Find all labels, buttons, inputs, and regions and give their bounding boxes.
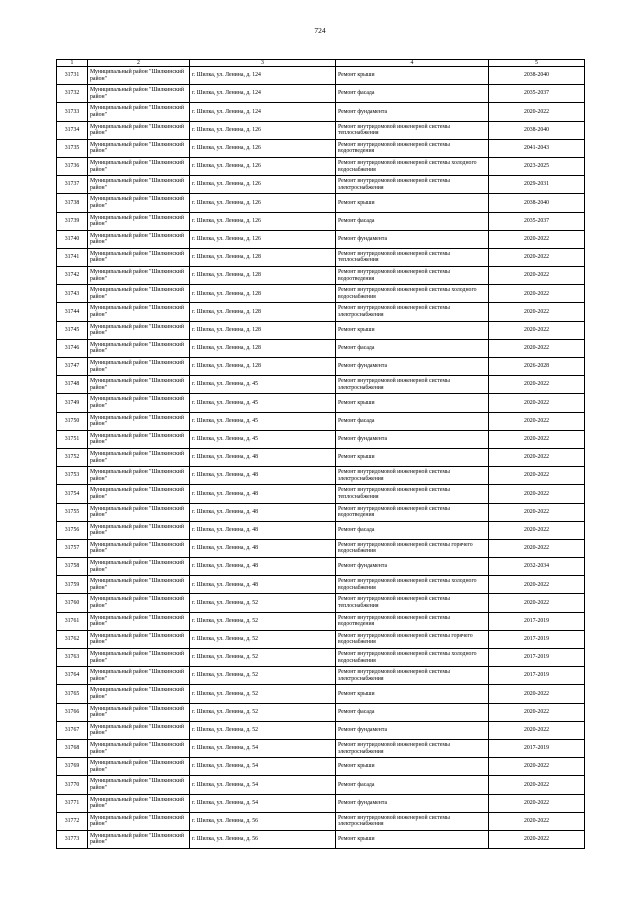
period-cell: 2020-2022 bbox=[489, 267, 585, 285]
row-number-cell: 31746 bbox=[57, 339, 88, 357]
period-cell: 2038-2040 bbox=[489, 121, 585, 139]
work-type-cell: Ремонт фундамента bbox=[336, 103, 489, 121]
period-cell: 2020-2022 bbox=[489, 412, 585, 430]
municipality-cell: Муниципальный район "Шилкинский район" bbox=[88, 794, 190, 812]
row-number-cell: 31736 bbox=[57, 157, 88, 175]
table-row bbox=[57, 376, 585, 394]
period-cell: 2035-2037 bbox=[489, 85, 585, 103]
work-type-cell: Ремонт фасада bbox=[336, 85, 489, 103]
period-cell: 2020-2022 bbox=[489, 394, 585, 412]
row-number-cell: 31747 bbox=[57, 358, 88, 376]
work-type-cell: Ремонт фасада bbox=[336, 339, 489, 357]
repair-schedule-table bbox=[56, 59, 585, 849]
work-type-cell: Ремонт внутридомовой инженерной системы теплоснабжения bbox=[336, 121, 489, 139]
municipality-cell: Муниципальный район "Шилкинский район" bbox=[88, 758, 190, 776]
period-cell: 2017-2019 bbox=[489, 649, 585, 667]
table-row bbox=[57, 448, 585, 466]
period-cell: 2020-2022 bbox=[489, 448, 585, 466]
work-type-cell: Ремонт крыши bbox=[336, 67, 489, 85]
period-cell: 2020-2022 bbox=[489, 430, 585, 448]
row-number-cell: 31737 bbox=[57, 176, 88, 194]
row-number-cell: 31769 bbox=[57, 758, 88, 776]
row-number-cell: 31761 bbox=[57, 612, 88, 630]
period-cell: 2020-2022 bbox=[489, 812, 585, 830]
work-type-cell: Ремонт внутридомовой инженерной системы теплоснабжения bbox=[336, 594, 489, 612]
table-row bbox=[57, 685, 585, 703]
period-cell: 2032-2034 bbox=[489, 558, 585, 576]
row-number-cell: 31731 bbox=[57, 67, 88, 85]
row-number-cell: 31758 bbox=[57, 558, 88, 576]
table-row bbox=[57, 157, 585, 175]
table-row bbox=[57, 303, 585, 321]
address-cell: г. Шилка, ул. Ленина, д. 128 bbox=[190, 267, 336, 285]
municipality-cell: Муниципальный район "Шилкинский район" bbox=[88, 248, 190, 266]
municipality-cell: Муниципальный район "Шилкинский район" bbox=[88, 576, 190, 594]
table-row bbox=[57, 612, 585, 630]
municipality-cell: Муниципальный район "Шилкинский район" bbox=[88, 594, 190, 612]
municipality-cell: Муниципальный район "Шилкинский район" bbox=[88, 503, 190, 521]
work-type-cell: Ремонт крыши bbox=[336, 758, 489, 776]
table-row bbox=[57, 630, 585, 648]
table-row bbox=[57, 739, 585, 757]
row-number-cell: 31738 bbox=[57, 194, 88, 212]
municipality-cell: Муниципальный район "Шилкинский район" bbox=[88, 121, 190, 139]
municipality-cell: Муниципальный район "Шилкинский район" bbox=[88, 339, 190, 357]
address-cell: г. Шилка, ул. Ленина, д. 52 bbox=[190, 721, 336, 739]
address-cell: г. Шилка, ул. Ленина, д. 126 bbox=[190, 212, 336, 230]
table-row bbox=[57, 339, 585, 357]
period-cell: 2020-2022 bbox=[489, 794, 585, 812]
table-row bbox=[57, 85, 585, 103]
row-number-cell: 31755 bbox=[57, 503, 88, 521]
address-cell: г. Шилка, ул. Ленина, д. 126 bbox=[190, 194, 336, 212]
row-number-cell: 31757 bbox=[57, 539, 88, 557]
work-type-cell: Ремонт фундамента bbox=[336, 558, 489, 576]
work-type-cell: Ремонт внутридомовой инженерной системы водоотведения bbox=[336, 139, 489, 157]
period-cell: 2017-2019 bbox=[489, 612, 585, 630]
table-row bbox=[57, 576, 585, 594]
period-cell: 2020-2022 bbox=[489, 376, 585, 394]
municipality-cell: Муниципальный район "Шилкинский район" bbox=[88, 376, 190, 394]
row-number-cell: 31750 bbox=[57, 412, 88, 430]
address-cell: г. Шилка, ул. Ленина, д. 52 bbox=[190, 685, 336, 703]
period-cell: 2041-2043 bbox=[489, 139, 585, 157]
municipality-cell: Муниципальный район "Шилкинский район" bbox=[88, 176, 190, 194]
municipality-cell: Муниципальный район "Шилкинский район" bbox=[88, 103, 190, 121]
work-type-cell: Ремонт фундамента bbox=[336, 230, 489, 248]
municipality-cell: Муниципальный район "Шилкинский район" bbox=[88, 267, 190, 285]
address-cell: г. Шилка, ул. Ленина, д. 48 bbox=[190, 558, 336, 576]
work-type-cell: Ремонт фундамента bbox=[336, 794, 489, 812]
work-type-cell: Ремонт внутридомовой инженерной системы холодного водоснабжения bbox=[336, 157, 489, 175]
row-number-cell: 31732 bbox=[57, 85, 88, 103]
table-row bbox=[57, 212, 585, 230]
table-row bbox=[57, 812, 585, 830]
work-type-cell: Ремонт крыши bbox=[336, 194, 489, 212]
work-type-cell: Ремонт крыши bbox=[336, 685, 489, 703]
row-number-cell: 31735 bbox=[57, 139, 88, 157]
table-row bbox=[57, 103, 585, 121]
address-cell: г. Шилка, ул. Ленина, д. 56 bbox=[190, 812, 336, 830]
table-row bbox=[57, 121, 585, 139]
address-cell: г. Шилка, ул. Ленина, д. 48 bbox=[190, 539, 336, 557]
address-cell: г. Шилка, ул. Ленина, д. 45 bbox=[190, 430, 336, 448]
address-cell: г. Шилка, ул. Ленина, д. 54 bbox=[190, 776, 336, 794]
period-cell: 2020-2022 bbox=[489, 303, 585, 321]
address-cell: г. Шилка, ул. Ленина, д. 126 bbox=[190, 176, 336, 194]
municipality-cell: Муниципальный район "Шилкинский район" bbox=[88, 485, 190, 503]
row-number-cell: 31768 bbox=[57, 739, 88, 757]
row-number-cell: 31753 bbox=[57, 467, 88, 485]
municipality-cell: Муниципальный район "Шилкинский район" bbox=[88, 685, 190, 703]
period-cell: 2020-2022 bbox=[489, 721, 585, 739]
period-cell: 2020-2022 bbox=[489, 521, 585, 539]
period-cell: 2020-2022 bbox=[489, 503, 585, 521]
table-row bbox=[57, 267, 585, 285]
work-type-cell: Ремонт внутридомовой инженерной системы электроснабжения bbox=[336, 303, 489, 321]
row-number-cell: 31770 bbox=[57, 776, 88, 794]
table-row bbox=[57, 703, 585, 721]
table-row bbox=[57, 594, 585, 612]
table-row bbox=[57, 358, 585, 376]
address-cell: г. Шилка, ул. Ленина, д. 128 bbox=[190, 358, 336, 376]
period-cell: 2020-2022 bbox=[489, 685, 585, 703]
period-cell: 2020-2022 bbox=[489, 703, 585, 721]
address-cell: г. Шилка, ул. Ленина, д. 45 bbox=[190, 394, 336, 412]
address-cell: г. Шилка, ул. Ленина, д. 52 bbox=[190, 667, 336, 685]
work-type-cell: Ремонт внутридомовой инженерной системы электроснабжения bbox=[336, 467, 489, 485]
municipality-cell: Муниципальный район "Шилкинский район" bbox=[88, 230, 190, 248]
work-type-cell: Ремонт фундамента bbox=[336, 358, 489, 376]
table-row bbox=[57, 485, 585, 503]
period-cell: 2020-2022 bbox=[489, 321, 585, 339]
municipality-cell: Муниципальный район "Шилкинский район" bbox=[88, 521, 190, 539]
work-type-cell: Ремонт крыши bbox=[336, 321, 489, 339]
table-row bbox=[57, 721, 585, 739]
municipality-cell: Муниципальный район "Шилкинский район" bbox=[88, 703, 190, 721]
table-row bbox=[57, 467, 585, 485]
table-row bbox=[57, 649, 585, 667]
period-cell: 2020-2022 bbox=[489, 339, 585, 357]
row-number-cell: 31744 bbox=[57, 303, 88, 321]
work-type-cell: Ремонт фундамента bbox=[336, 430, 489, 448]
address-cell: г. Шилка, ул. Ленина, д. 48 bbox=[190, 521, 336, 539]
period-cell: 2020-2022 bbox=[489, 230, 585, 248]
work-type-cell: Ремонт крыши bbox=[336, 394, 489, 412]
work-type-cell: Ремонт внутридомовой инженерной системы электроснабжения bbox=[336, 739, 489, 757]
period-cell: 2023-2025 bbox=[489, 157, 585, 175]
address-cell: г. Шилка, ул. Ленина, д. 128 bbox=[190, 339, 336, 357]
municipality-cell: Муниципальный район "Шилкинский район" bbox=[88, 776, 190, 794]
work-type-cell: Ремонт фасада bbox=[336, 703, 489, 721]
period-cell: 2020-2022 bbox=[489, 103, 585, 121]
period-cell: 2038-2040 bbox=[489, 67, 585, 85]
municipality-cell: Муниципальный район "Шилкинский район" bbox=[88, 812, 190, 830]
address-cell: г. Шилка, ул. Ленина, д. 52 bbox=[190, 703, 336, 721]
period-cell: 2020-2022 bbox=[489, 594, 585, 612]
period-cell: 2035-2037 bbox=[489, 212, 585, 230]
period-cell: 2017-2019 bbox=[489, 667, 585, 685]
address-cell: г. Шилка, ул. Ленина, д. 52 bbox=[190, 630, 336, 648]
column-header-4: 4 bbox=[336, 60, 489, 67]
row-number-cell: 31764 bbox=[57, 667, 88, 685]
work-type-cell: Ремонт внутридомовой инженерной системы горячего водоснабжения bbox=[336, 630, 489, 648]
period-cell: 2020-2022 bbox=[489, 830, 585, 848]
period-cell: 2020-2022 bbox=[489, 539, 585, 557]
municipality-cell: Муниципальный район "Шилкинский район" bbox=[88, 430, 190, 448]
period-cell: 2017-2019 bbox=[489, 630, 585, 648]
work-type-cell: Ремонт внутридомовой инженерной системы горячего водоснабжения bbox=[336, 539, 489, 557]
row-number-cell: 31773 bbox=[57, 830, 88, 848]
period-cell: 2020-2022 bbox=[489, 576, 585, 594]
address-cell: г. Шилка, ул. Ленина, д. 48 bbox=[190, 448, 336, 466]
municipality-cell: Муниципальный район "Шилкинский район" bbox=[88, 194, 190, 212]
municipality-cell: Муниципальный район "Шилкинский район" bbox=[88, 157, 190, 175]
column-header-2: 2 bbox=[88, 60, 190, 67]
work-type-cell: Ремонт внутридомовой инженерной системы водоотведения bbox=[336, 267, 489, 285]
table-row bbox=[57, 521, 585, 539]
row-number-cell: 31772 bbox=[57, 812, 88, 830]
row-number-cell: 31771 bbox=[57, 794, 88, 812]
work-type-cell: Ремонт фасада bbox=[336, 412, 489, 430]
row-number-cell: 31749 bbox=[57, 394, 88, 412]
municipality-cell: Муниципальный район "Шилкинский район" bbox=[88, 358, 190, 376]
period-cell: 2017-2019 bbox=[489, 739, 585, 757]
municipality-cell: Муниципальный район "Шилкинский район" bbox=[88, 467, 190, 485]
table-row bbox=[57, 230, 585, 248]
address-cell: г. Шилка, ул. Ленина, д. 126 bbox=[190, 157, 336, 175]
period-cell: 2026-2028 bbox=[489, 358, 585, 376]
page-number: 724 bbox=[314, 26, 326, 35]
period-cell: 2020-2022 bbox=[489, 776, 585, 794]
municipality-cell: Муниципальный район "Шилкинский район" bbox=[88, 303, 190, 321]
address-cell: г. Шилка, ул. Ленина, д. 128 bbox=[190, 321, 336, 339]
table-row bbox=[57, 558, 585, 576]
table-row bbox=[57, 394, 585, 412]
column-header-3: 3 bbox=[190, 60, 336, 67]
row-number-cell: 31767 bbox=[57, 721, 88, 739]
table-row bbox=[57, 321, 585, 339]
work-type-cell: Ремонт фасада bbox=[336, 776, 489, 794]
table-row bbox=[57, 830, 585, 848]
work-type-cell: Ремонт внутридомовой инженерной системы теплоснабжения bbox=[336, 485, 489, 503]
work-type-cell: Ремонт внутридомовой инженерной системы электроснабжения bbox=[336, 812, 489, 830]
address-cell: г. Шилка, ул. Ленина, д. 48 bbox=[190, 467, 336, 485]
address-cell: г. Шилка, ул. Ленина, д. 128 bbox=[190, 285, 336, 303]
row-number-cell: 31751 bbox=[57, 430, 88, 448]
work-type-cell: Ремонт внутридомовой инженерной системы электроснабжения bbox=[336, 176, 489, 194]
row-number-cell: 31740 bbox=[57, 230, 88, 248]
municipality-cell: Муниципальный район "Шилкинский район" bbox=[88, 67, 190, 85]
address-cell: г. Шилка, ул. Ленина, д. 128 bbox=[190, 248, 336, 266]
work-type-cell: Ремонт внутридомовой инженерной системы теплоснабжения bbox=[336, 248, 489, 266]
address-cell: г. Шилка, ул. Ленина, д. 48 bbox=[190, 576, 336, 594]
table-row bbox=[57, 794, 585, 812]
work-type-cell: Ремонт внутридомовой инженерной системы водоотведения bbox=[336, 503, 489, 521]
address-cell: г. Шилка, ул. Ленина, д. 52 bbox=[190, 649, 336, 667]
municipality-cell: Муниципальный район "Шилкинский район" bbox=[88, 285, 190, 303]
table-row bbox=[57, 503, 585, 521]
address-cell: г. Шилка, ул. Ленина, д. 124 bbox=[190, 103, 336, 121]
municipality-cell: Муниципальный район "Шилкинский район" bbox=[88, 830, 190, 848]
municipality-cell: Муниципальный район "Шилкинский район" bbox=[88, 539, 190, 557]
row-number-cell: 31754 bbox=[57, 485, 88, 503]
period-cell: 2020-2022 bbox=[489, 285, 585, 303]
address-cell: г. Шилка, ул. Ленина, д. 126 bbox=[190, 139, 336, 157]
row-number-cell: 31743 bbox=[57, 285, 88, 303]
table-row bbox=[57, 430, 585, 448]
municipality-cell: Муниципальный район "Шилкинский район" bbox=[88, 212, 190, 230]
work-type-cell: Ремонт внутридомовой инженерной системы холодного водоснабжения bbox=[336, 285, 489, 303]
row-number-cell: 31739 bbox=[57, 212, 88, 230]
municipality-cell: Муниципальный район "Шилкинский район" bbox=[88, 139, 190, 157]
table-body bbox=[57, 67, 585, 849]
row-number-cell: 31759 bbox=[57, 576, 88, 594]
municipality-cell: Муниципальный район "Шилкинский район" bbox=[88, 721, 190, 739]
period-cell: 2020-2022 bbox=[489, 485, 585, 503]
address-cell: г. Шилка, ул. Ленина, д. 52 bbox=[190, 594, 336, 612]
row-number-cell: 31741 bbox=[57, 248, 88, 266]
column-header-1: 1 bbox=[57, 60, 88, 67]
period-cell: 2029-2031 bbox=[489, 176, 585, 194]
address-cell: г. Шилка, ул. Ленина, д. 56 bbox=[190, 830, 336, 848]
row-number-cell: 31763 bbox=[57, 649, 88, 667]
municipality-cell: Муниципальный район "Шилкинский район" bbox=[88, 630, 190, 648]
table-row bbox=[57, 67, 585, 85]
row-number-cell: 31752 bbox=[57, 448, 88, 466]
work-type-cell: Ремонт внутридомовой инженерной системы холодного водоснабжения bbox=[336, 576, 489, 594]
address-cell: г. Шилка, ул. Ленина, д. 48 bbox=[190, 485, 336, 503]
table-row bbox=[57, 667, 585, 685]
address-cell: г. Шилка, ул. Ленина, д. 54 bbox=[190, 739, 336, 757]
period-cell: 2020-2022 bbox=[489, 758, 585, 776]
table-row bbox=[57, 539, 585, 557]
row-number-cell: 31742 bbox=[57, 267, 88, 285]
row-number-cell: 31762 bbox=[57, 630, 88, 648]
address-cell: г. Шилка, ул. Ленина, д. 45 bbox=[190, 412, 336, 430]
address-cell: г. Шилка, ул. Ленина, д. 54 bbox=[190, 758, 336, 776]
table-row bbox=[57, 248, 585, 266]
address-cell: г. Шилка, ул. Ленина, д. 54 bbox=[190, 794, 336, 812]
work-type-cell: Ремонт внутридомовой инженерной системы водоотведения bbox=[336, 612, 489, 630]
row-number-cell: 31745 bbox=[57, 321, 88, 339]
municipality-cell: Муниципальный район "Шилкинский район" bbox=[88, 649, 190, 667]
municipality-cell: Муниципальный район "Шилкинский район" bbox=[88, 612, 190, 630]
address-cell: г. Шилка, ул. Ленина, д. 52 bbox=[190, 612, 336, 630]
table-row bbox=[57, 285, 585, 303]
row-number-cell: 31748 bbox=[57, 376, 88, 394]
work-type-cell: Ремонт фасада bbox=[336, 212, 489, 230]
work-type-cell: Ремонт внутридомовой инженерной системы холодного водоснабжения bbox=[336, 649, 489, 667]
municipality-cell: Муниципальный район "Шилкинский район" bbox=[88, 412, 190, 430]
row-number-cell: 31765 bbox=[57, 685, 88, 703]
address-cell: г. Шилка, ул. Ленина, д. 124 bbox=[190, 85, 336, 103]
work-type-cell: Ремонт внутридомовой инженерной системы электроснабжения bbox=[336, 376, 489, 394]
table-row bbox=[57, 758, 585, 776]
table-row bbox=[57, 776, 585, 794]
address-cell: г. Шилка, ул. Ленина, д. 128 bbox=[190, 303, 336, 321]
table-row bbox=[57, 176, 585, 194]
municipality-cell: Муниципальный район "Шилкинский район" bbox=[88, 394, 190, 412]
row-number-cell: 31756 bbox=[57, 521, 88, 539]
municipality-cell: Муниципальный район "Шилкинский район" bbox=[88, 448, 190, 466]
address-cell: г. Шилка, ул. Ленина, д. 126 bbox=[190, 230, 336, 248]
work-type-cell: Ремонт крыши bbox=[336, 830, 489, 848]
period-cell: 2038-2040 bbox=[489, 194, 585, 212]
work-type-cell: Ремонт фундамента bbox=[336, 721, 489, 739]
municipality-cell: Муниципальный район "Шилкинский район" bbox=[88, 321, 190, 339]
row-number-cell: 31733 bbox=[57, 103, 88, 121]
address-cell: г. Шилка, ул. Ленина, д. 124 bbox=[190, 67, 336, 85]
address-cell: г. Шилка, ул. Ленина, д. 45 bbox=[190, 376, 336, 394]
table-row bbox=[57, 139, 585, 157]
work-type-cell: Ремонт внутридомовой инженерной системы электроснабжения bbox=[336, 667, 489, 685]
table-header-row bbox=[57, 60, 585, 67]
table-row bbox=[57, 194, 585, 212]
row-number-cell: 31766 bbox=[57, 703, 88, 721]
column-header-5: 5 bbox=[489, 60, 585, 67]
address-cell: г. Шилка, ул. Ленина, д. 126 bbox=[190, 121, 336, 139]
row-number-cell: 31760 bbox=[57, 594, 88, 612]
work-type-cell: Ремонт фасада bbox=[336, 521, 489, 539]
municipality-cell: Муниципальный район "Шилкинский район" bbox=[88, 739, 190, 757]
municipality-cell: Муниципальный район "Шилкинский район" bbox=[88, 667, 190, 685]
period-cell: 2020-2022 bbox=[489, 467, 585, 485]
address-cell: г. Шилка, ул. Ленина, д. 48 bbox=[190, 503, 336, 521]
period-cell: 2020-2022 bbox=[489, 248, 585, 266]
table-row bbox=[57, 412, 585, 430]
work-type-cell: Ремонт крыши bbox=[336, 448, 489, 466]
municipality-cell: Муниципальный район "Шилкинский район" bbox=[88, 558, 190, 576]
municipality-cell: Муниципальный район "Шилкинский район" bbox=[88, 85, 190, 103]
row-number-cell: 31734 bbox=[57, 121, 88, 139]
